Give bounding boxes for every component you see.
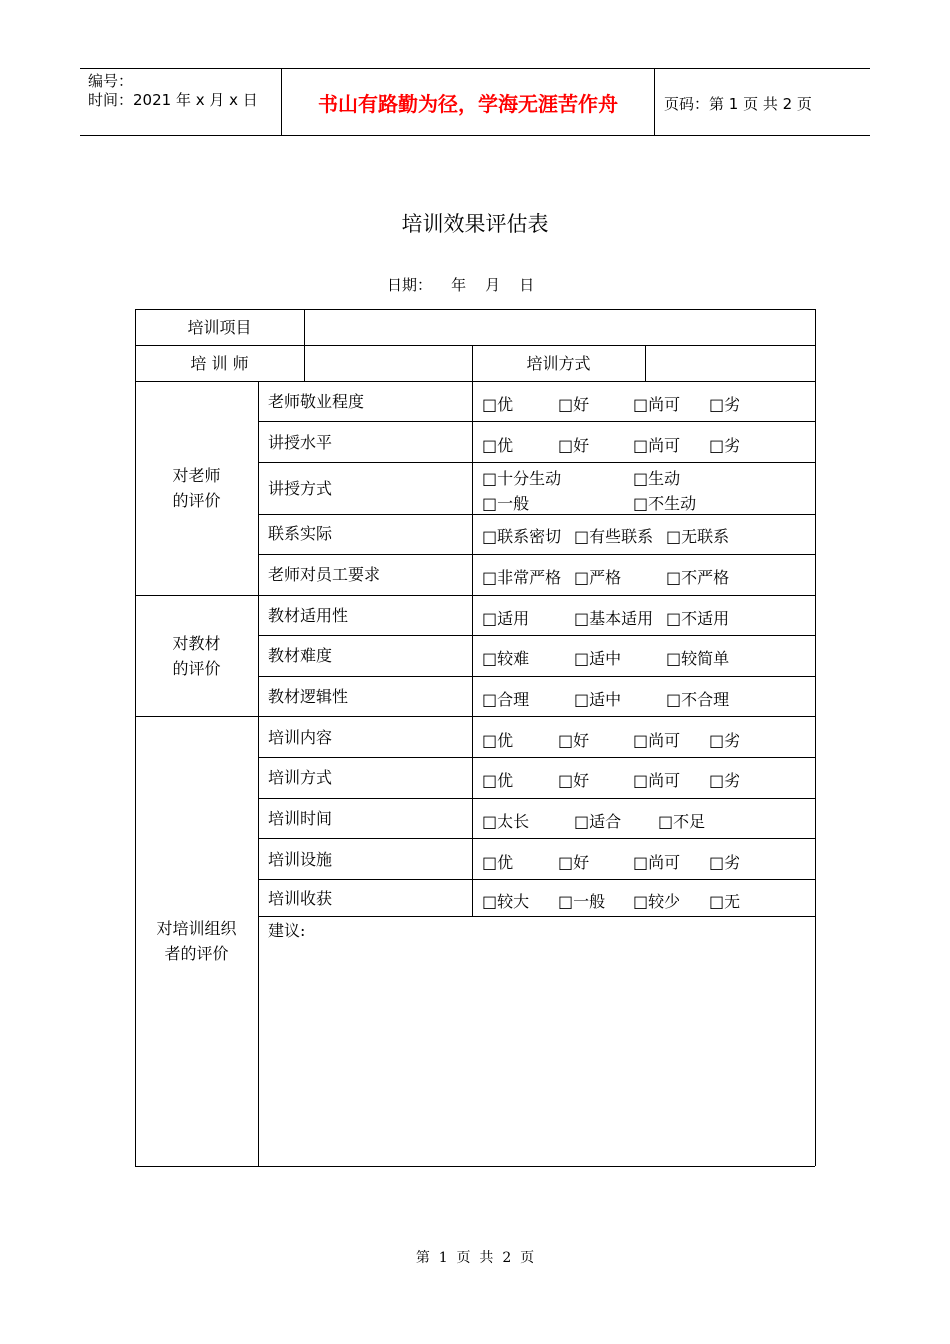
row-line xyxy=(258,757,815,758)
option-checkbox[interactable]: □劣 xyxy=(709,436,741,455)
option-checkbox[interactable]: □不生动 xyxy=(633,494,697,513)
row-line xyxy=(258,838,815,839)
table-border xyxy=(135,1166,815,1167)
option-checkbox[interactable]: □较大 xyxy=(482,892,530,911)
row-line xyxy=(258,916,815,917)
row-label: 教材难度 xyxy=(268,646,333,665)
serial-label: 编号： xyxy=(88,72,134,90)
option-checkbox[interactable]: □非常严格 xyxy=(482,568,562,587)
option-checkbox[interactable]: □有些联系 xyxy=(574,527,654,546)
option-checkbox[interactable]: □一般 xyxy=(558,892,606,911)
organizer-group-label: 对培训组织 者的评价 xyxy=(156,919,237,963)
option-checkbox[interactable]: □严格 xyxy=(574,568,622,587)
row-label: 教材逻辑性 xyxy=(268,687,349,706)
table-border xyxy=(815,309,816,1166)
row-label: 讲授水平 xyxy=(268,433,333,452)
page-footer: 第 1 页 共 2 页 xyxy=(415,1250,535,1266)
option-checkbox[interactable]: □优 xyxy=(482,395,514,414)
option-checkbox[interactable]: □较简单 xyxy=(666,649,730,668)
option-checkbox[interactable]: □劣 xyxy=(709,771,741,790)
trainer-label: 培 训 师 xyxy=(190,353,249,373)
option-checkbox[interactable]: □好 xyxy=(558,731,590,750)
project-label: 培训项目 xyxy=(187,317,252,337)
option-checkbox[interactable]: □不合理 xyxy=(666,690,730,709)
row-line xyxy=(258,635,815,636)
row-label: 培训内容 xyxy=(268,728,333,747)
option-checkbox[interactable]: □适中 xyxy=(574,690,622,709)
option-checkbox[interactable]: □优 xyxy=(482,731,514,750)
option-checkbox[interactable]: □尚可 xyxy=(633,395,681,414)
option-checkbox[interactable]: □生动 xyxy=(633,469,681,488)
method-label: 培训方式 xyxy=(526,353,591,373)
row-label: 老师对员工要求 xyxy=(268,565,381,584)
suggestion-field[interactable] xyxy=(259,945,814,1165)
option-checkbox[interactable]: □不足 xyxy=(658,812,706,831)
option-checkbox[interactable]: □劣 xyxy=(709,395,741,414)
option-checkbox[interactable]: □较少 xyxy=(633,892,681,911)
option-checkbox[interactable]: □适用 xyxy=(482,609,530,628)
option-checkbox[interactable]: □好 xyxy=(558,853,590,872)
option-checkbox[interactable]: □无 xyxy=(709,892,741,911)
row-line xyxy=(258,798,815,799)
option-checkbox[interactable]: □联系密切 xyxy=(482,527,562,546)
row-line xyxy=(258,462,815,463)
option-checkbox[interactable]: □适中 xyxy=(574,649,622,668)
project-field[interactable] xyxy=(305,310,814,344)
teacher-group-label: 对老师 的评价 xyxy=(172,466,221,510)
option-checkbox[interactable]: □劣 xyxy=(709,731,741,750)
option-checkbox[interactable]: □好 xyxy=(558,771,590,790)
row-line xyxy=(258,879,815,880)
row-label: 培训设施 xyxy=(268,850,333,869)
trainer-field[interactable] xyxy=(305,346,471,380)
option-checkbox[interactable]: □十分生动 xyxy=(482,469,562,488)
page-title: 培训效果评估表 xyxy=(401,212,549,236)
row-line xyxy=(258,676,815,677)
option-checkbox[interactable]: □好 xyxy=(558,395,590,414)
time-label: 时间：2021 年 x 月 x 日 xyxy=(88,91,258,109)
option-checkbox[interactable]: □尚可 xyxy=(633,436,681,455)
material-group-label: 对教材 的评价 xyxy=(172,633,221,678)
row-label: 培训方式 xyxy=(268,768,333,787)
option-checkbox[interactable]: □尚可 xyxy=(633,731,681,750)
option-checkbox[interactable]: □优 xyxy=(482,853,514,872)
row-label: 培训时间 xyxy=(268,809,333,828)
option-checkbox[interactable]: □好 xyxy=(558,436,590,455)
option-checkbox[interactable]: □无联系 xyxy=(666,527,730,546)
date-line: 日期： 年 月 日 xyxy=(387,276,535,294)
row-label: 联系实际 xyxy=(268,524,333,543)
row-label: 讲授方式 xyxy=(268,479,333,498)
option-checkbox[interactable]: □尚可 xyxy=(633,853,681,872)
option-checkbox[interactable]: □太长 xyxy=(482,812,530,831)
method-field[interactable] xyxy=(646,346,814,380)
row-line xyxy=(258,514,815,515)
option-checkbox[interactable]: □适合 xyxy=(574,812,622,831)
option-checkbox[interactable]: □基本适用 xyxy=(574,609,654,628)
option-checkbox[interactable]: □不严格 xyxy=(666,568,730,587)
row-label: 教材适用性 xyxy=(268,606,349,625)
option-checkbox[interactable]: □优 xyxy=(482,436,514,455)
row-line xyxy=(258,554,815,555)
option-checkbox[interactable]: □合理 xyxy=(482,690,530,709)
header-divider xyxy=(654,68,655,136)
page-info: 页码：第 1 页 共 2 页 xyxy=(664,95,812,113)
option-checkbox[interactable]: □一般 xyxy=(482,494,530,513)
suggestion-label: 建议: xyxy=(268,921,306,940)
row-label: 培训收获 xyxy=(268,889,333,908)
row-label: 老师敬业程度 xyxy=(268,392,365,411)
option-checkbox[interactable]: □劣 xyxy=(709,853,741,872)
option-checkbox[interactable]: □优 xyxy=(482,771,514,790)
option-checkbox[interactable]: □尚可 xyxy=(633,771,681,790)
motto: 书山有路勤为径，学海无涯苦作舟 xyxy=(318,91,618,116)
option-checkbox[interactable]: □较难 xyxy=(482,649,530,668)
option-checkbox[interactable]: □不适用 xyxy=(666,609,730,628)
row-line xyxy=(258,421,815,422)
